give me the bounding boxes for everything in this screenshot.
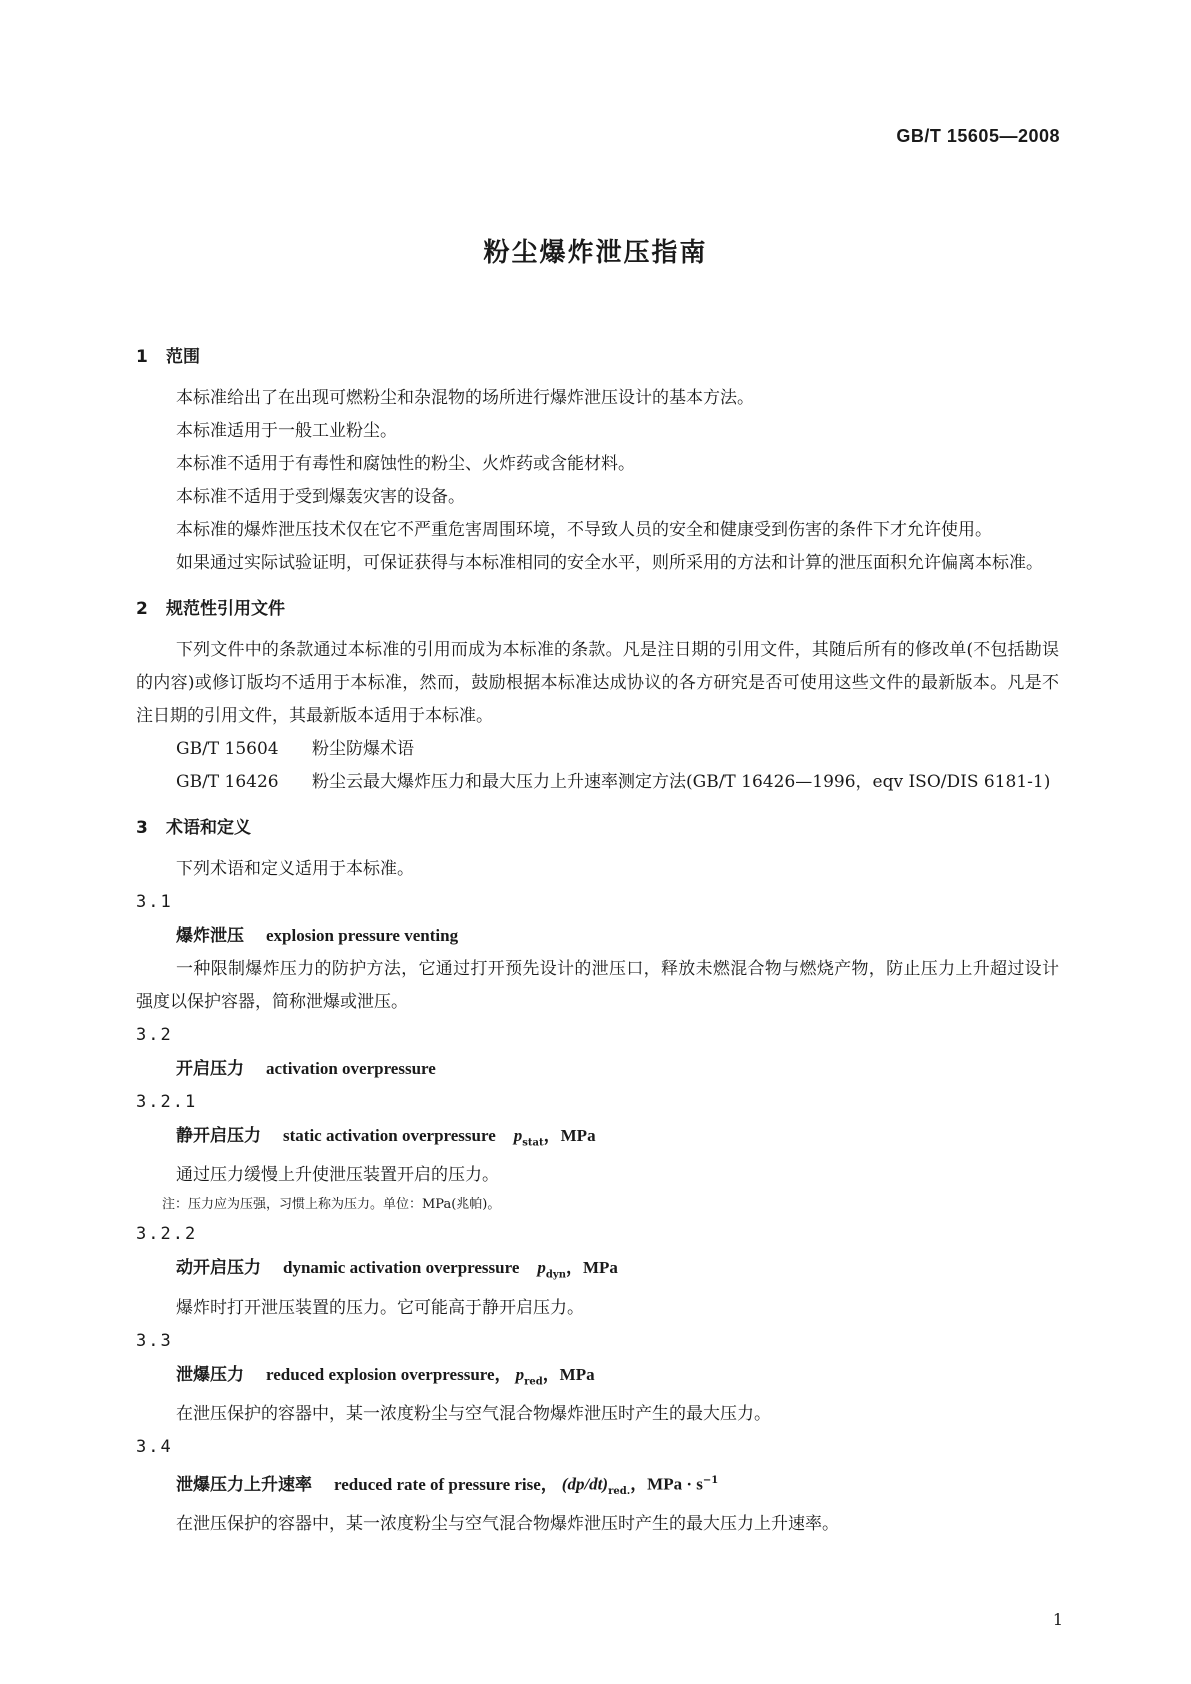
term-unit: ，MPa — [543, 1126, 596, 1145]
paragraph: 本标准不适用于受到爆轰灾害的设备。 — [176, 487, 465, 507]
clause-number: 3.4 — [136, 1437, 173, 1458]
term-chinese: 开启压力 — [176, 1059, 244, 1079]
paragraph: 本标准给出了在出现可燃粉尘和杂混物的场所进行爆炸泄压设计的基本方法。 — [176, 388, 754, 408]
term-unit: ，MPa — [542, 1364, 595, 1384]
clause-number: 3.1 — [136, 892, 173, 912]
term-chinese: 泄爆压力上升速率 — [176, 1474, 312, 1495]
reference-title: 粉尘云最大爆炸压力和最大压力上升速率测定方法(GB/T 16426—1996，eqv ISO/DIS 6181-1) — [312, 772, 1051, 792]
section-title: 规范性引用文件 — [166, 599, 285, 619]
paragraph: 下列文件中的条款通过本标准的引用而成为本标准的条款。凡是注日期的引用文件，其随后所有的修改单(不包括勘误的内容)或修订版均不适用于本标准，然而，鼓励根据本标准达成协议的各方研究是否可使用这些文件的最新版本。凡是不注日期的引用文件，其最新版本适用于本标准。 — [136, 640, 1059, 726]
term-symbol: p — [513, 1126, 523, 1145]
term-definition: 在泄压保护的容器中，某一浓度粉尘与空气混合物爆炸泄压时产生的最大压力。 — [176, 1404, 771, 1425]
paragraph: 本标准不适用于有毒性和腐蚀性的粉尘、火炸药或含能材料。 — [176, 454, 635, 474]
term-entry — [136, 1052, 1059, 1086]
term-english: activation overpressure — [266, 1059, 436, 1078]
term-entry — [136, 1119, 1059, 1159]
document-title: 粉尘爆炸泄压指南 — [483, 238, 708, 268]
normative-reference — [136, 766, 1059, 799]
standard-code: GB/T 15605—2008 — [896, 126, 1060, 146]
section-number: 1 — [136, 347, 148, 367]
reference-title: 粉尘防爆术语 — [312, 739, 414, 759]
paragraph: 下列术语和定义适用于本标准。 — [176, 859, 414, 879]
section-number: 2 — [136, 599, 148, 619]
term-symbol-subscript: stat — [522, 1137, 544, 1149]
term-entry — [136, 1358, 1059, 1398]
section-2-heading — [136, 592, 1059, 626]
clause-number: 3.2.2 — [136, 1224, 198, 1245]
term-unit: ，MPa — [565, 1258, 618, 1278]
term-entry — [136, 919, 1059, 953]
term-symbol: (dp/dt) — [561, 1474, 609, 1494]
term-chinese: 泄爆压力 — [176, 1364, 244, 1385]
term-entry — [136, 1464, 1059, 1508]
term-english: static activation overpressure — [283, 1126, 496, 1145]
term-symbol: p — [537, 1258, 546, 1278]
section-title: 范围 — [166, 347, 200, 367]
term-definition: 通过压力缓慢上升使泄压装置开启的压力。 — [176, 1165, 499, 1186]
clause-number: 3.3 — [136, 1330, 173, 1351]
term-unit: ，MPa · s — [630, 1474, 703, 1494]
term-entry — [136, 1251, 1059, 1291]
term-definition: 爆炸时打开泄压装置的压力。它可能高于静开启压力。 — [176, 1297, 584, 1318]
term-definition: 一种限制爆炸压力的防护方法，它通过打开预先设计的泄压口，释放未燃混合物与燃烧产物，防止压力上升超过设计强度以保护容器，简称泄爆或泄压。 — [136, 959, 1059, 1012]
clause-number: 3.2.1 — [136, 1092, 198, 1112]
reference-code: GB/T 15604 — [176, 739, 279, 759]
section-number: 3 — [136, 818, 148, 838]
page-number: 1 — [1052, 1610, 1063, 1629]
term-symbol-subscript: dyn — [545, 1269, 566, 1281]
term-note: 注：压力应为压强，习惯上称为压力。单位：MPa(兆帕)。 — [162, 1197, 501, 1213]
normative-reference — [136, 733, 1059, 766]
reference-code: GB/T 16426 — [176, 772, 279, 792]
clause-number: 3.2 — [136, 1025, 173, 1045]
paragraph: 本标准的爆炸泄压技术仅在它不严重危害周围环境，不导致人员的安全和健康受到伤害的条件下才允许使用。 — [176, 520, 992, 540]
term-chinese: 动开启压力 — [176, 1258, 261, 1279]
term-definition: 在泄压保护的容器中，某一浓度粉尘与空气混合物爆炸泄压时产生的最大压力上升速率。 — [176, 1514, 839, 1535]
document-body — [136, 334, 1059, 1541]
term-symbol-subscript: red. — [608, 1486, 631, 1498]
section-title: 术语和定义 — [166, 818, 251, 838]
term-symbol: p — [515, 1364, 525, 1384]
section-3-heading — [136, 811, 1059, 845]
term-english: explosion pressure venting — [266, 926, 459, 945]
term-english: reduced explosion overpressure， — [266, 1364, 512, 1384]
paragraph: 本标准适用于一般工业粉尘。 — [176, 421, 397, 441]
paragraph: 如果通过实际试验证明，可保证获得与本标准相同的安全水平，则所采用的方法和计算的泄压面积允许偏离本标准。 — [176, 553, 1043, 573]
term-english: dynamic activation overpressure — [283, 1258, 520, 1278]
term-symbol-subscript: red — [524, 1376, 543, 1388]
term-chinese: 爆炸泄压 — [176, 926, 244, 946]
section-1-heading — [136, 340, 1059, 374]
term-chinese: 静开启压力 — [176, 1126, 261, 1146]
term-english: reduced rate of pressure rise， — [334, 1474, 558, 1494]
term-unit-superscript: −1 — [702, 1475, 719, 1487]
